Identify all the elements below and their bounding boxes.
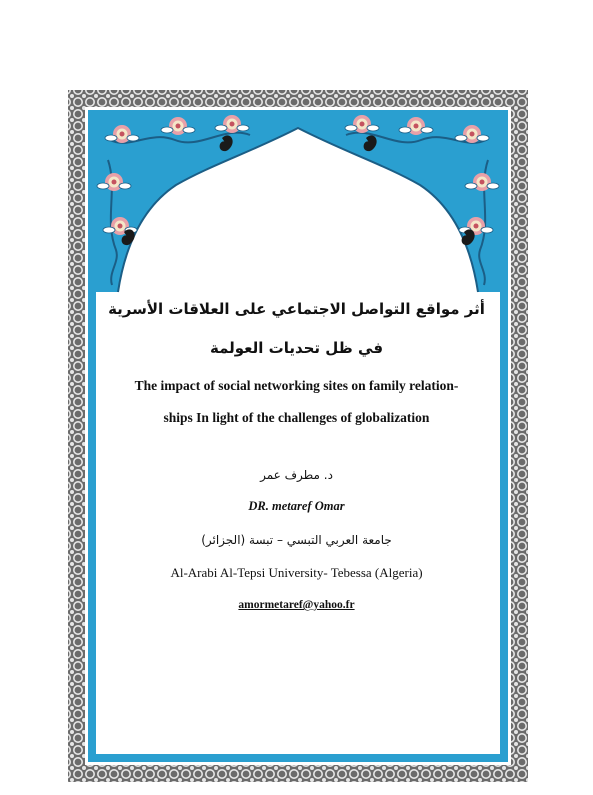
title-english-line-2: ships In light of the challenges of globalization xyxy=(163,410,430,425)
affiliation-english: Al-Arabi Al-Tepsi University- Tebessa (Algeria) xyxy=(170,565,423,580)
author-name-english: DR. metaref Omar xyxy=(248,499,345,513)
title-arabic-line-1: أثر مواقع التواصل الاجتماعي على العلاقات الأسرية xyxy=(108,300,485,318)
title-arabic-line-2: في ظل تحديات العولمة xyxy=(209,339,384,357)
affiliation-arabic: جامعة العربي التبسي – تبسة (الجزائر) xyxy=(201,533,392,547)
author-email-link[interactable]: amormetaref@yahoo.fr xyxy=(238,599,355,611)
author-name-arabic: د. مطرف عمر xyxy=(260,468,333,482)
title-english-line-1: The impact of social networking sites on family relation- xyxy=(134,378,459,393)
